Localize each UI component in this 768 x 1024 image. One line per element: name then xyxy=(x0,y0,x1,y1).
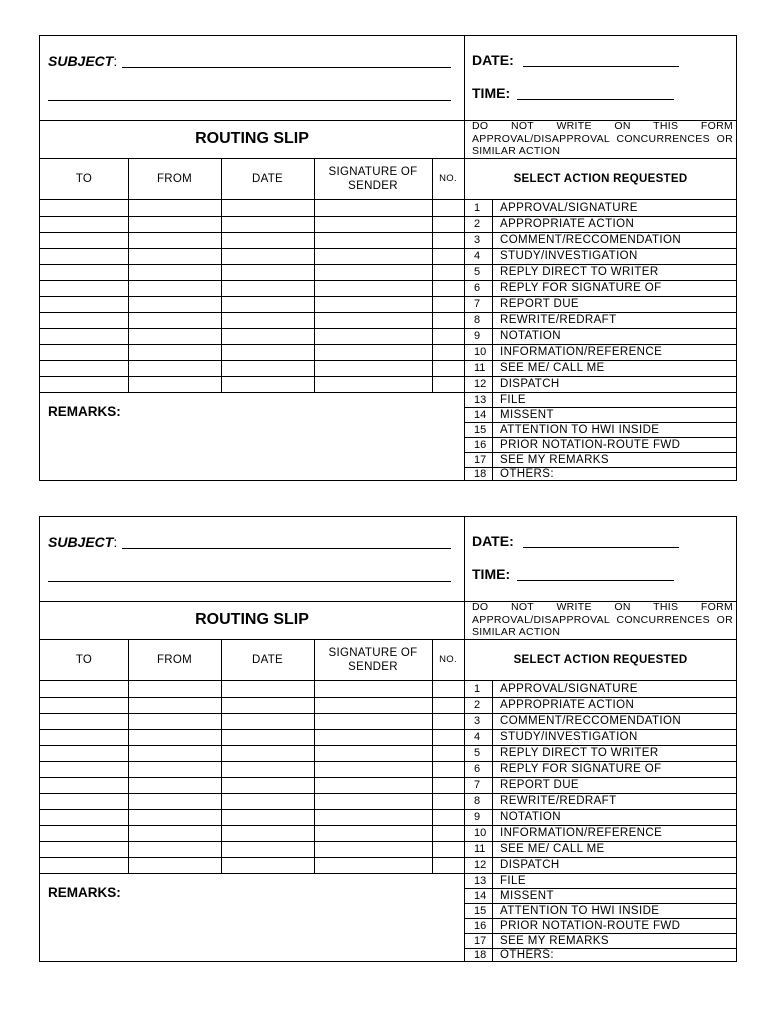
form-notice: DO NOT WRITE ON THIS FORM APPROVAL/DISAPPROVAL CONCURRENCES OR SIMILAR ACTION xyxy=(472,601,733,638)
time-label: TIME: xyxy=(472,85,511,101)
ledger-cell[interactable] xyxy=(222,201,314,216)
action-number: 7 xyxy=(474,779,481,791)
column-rule xyxy=(432,639,433,873)
column-header-action: SELECT ACTION REQUESTED xyxy=(513,172,688,185)
action-row-rule xyxy=(464,777,737,778)
action-item[interactable]: SEE ME/ CALL ME xyxy=(500,843,605,855)
action-number: 5 xyxy=(474,747,481,759)
action-number: 18 xyxy=(474,467,487,480)
ledger-cell[interactable] xyxy=(315,746,432,761)
ledger-cell[interactable] xyxy=(315,377,432,392)
ledger-cell[interactable] xyxy=(129,265,221,280)
ledger-row-rule xyxy=(40,392,464,393)
ledger-cell[interactable] xyxy=(222,794,314,809)
routing-slip-top xyxy=(39,35,737,481)
action-row-rule xyxy=(464,793,737,794)
ledger-cell[interactable] xyxy=(41,858,128,873)
action-row-rule xyxy=(464,232,737,233)
action-row-rule xyxy=(464,344,737,345)
ledger-cell[interactable] xyxy=(315,313,432,328)
header-divider xyxy=(464,36,465,480)
ledger-cell[interactable] xyxy=(222,810,314,825)
ledger-cell[interactable] xyxy=(41,201,128,216)
action-row-rule xyxy=(464,745,737,746)
action-item[interactable]: INFORMATION/REFERENCE xyxy=(500,827,663,839)
ledger-cell[interactable] xyxy=(129,842,221,857)
ledger-cell[interactable] xyxy=(315,329,432,344)
ledger-cell[interactable] xyxy=(41,698,128,713)
action-item[interactable]: PRIOR NOTATION-ROUTE FWD xyxy=(500,438,681,451)
action-row-rule xyxy=(464,857,737,858)
action-item[interactable]: DISPATCH xyxy=(500,859,560,871)
action-row-rule xyxy=(464,809,737,810)
ledger-cell[interactable] xyxy=(315,201,432,216)
action-number: 4 xyxy=(474,731,481,743)
action-item[interactable]: NOTATION xyxy=(500,811,561,823)
action-number-rule xyxy=(492,681,493,961)
action-number: 16 xyxy=(474,919,487,932)
action-row-rule xyxy=(464,360,737,361)
action-number: 17 xyxy=(474,453,487,466)
ledger-cell[interactable] xyxy=(129,762,221,777)
ledger-cell[interactable] xyxy=(315,217,432,232)
action-number: 8 xyxy=(474,314,481,326)
subject-field-line-2[interactable] xyxy=(48,581,451,582)
ledger-row-rule xyxy=(40,873,464,874)
routing-slip-bottom xyxy=(39,516,737,962)
ledger-cell[interactable] xyxy=(315,281,432,296)
action-number: 3 xyxy=(474,234,481,246)
action-row-rule xyxy=(464,376,737,377)
ledger-cell[interactable] xyxy=(41,217,128,232)
ledger-cell[interactable] xyxy=(41,762,128,777)
ledger-cell[interactable] xyxy=(222,698,314,713)
action-number: 11 xyxy=(474,843,486,855)
ledger-cell[interactable] xyxy=(222,858,314,873)
action-number: 15 xyxy=(474,904,487,917)
action-number: 1 xyxy=(474,202,481,214)
action-item[interactable]: PRIOR NOTATION-ROUTE FWD xyxy=(500,919,681,932)
column-header-to: TO xyxy=(75,172,93,185)
column-header-date: DATE xyxy=(251,172,284,185)
ledger-cell[interactable] xyxy=(41,826,128,841)
action-item[interactable]: OTHERS: xyxy=(500,948,554,961)
subject-colon: : xyxy=(113,53,118,69)
action-item[interactable]: FILE xyxy=(500,874,526,887)
ledger-cell[interactable] xyxy=(41,778,128,793)
ledger-cell[interactable] xyxy=(315,297,432,312)
action-item[interactable]: REPORT DUE xyxy=(500,298,579,310)
ledger-cell[interactable] xyxy=(129,698,221,713)
ledger-cell[interactable] xyxy=(129,730,221,745)
ledger-cell[interactable] xyxy=(129,794,221,809)
column-header-signature: SIGNATURE OF SENDER xyxy=(328,646,418,673)
action-row-rule xyxy=(464,328,737,329)
ledger-cell[interactable] xyxy=(222,730,314,745)
ledger-cell[interactable] xyxy=(315,842,432,857)
action-item[interactable]: OTHERS: xyxy=(500,467,554,480)
action-number: 11 xyxy=(474,362,486,374)
action-item[interactable]: DISPATCH xyxy=(500,378,560,390)
ledger-cell[interactable] xyxy=(315,682,432,697)
ledger-cell[interactable] xyxy=(41,297,128,312)
action-number: 16 xyxy=(474,438,487,451)
remarks-area[interactable] xyxy=(40,903,463,959)
ledger-cell[interactable] xyxy=(41,714,128,729)
action-number: 12 xyxy=(474,859,487,871)
ledger-cell[interactable] xyxy=(41,249,128,264)
action-item[interactable]: MISSENT xyxy=(500,889,554,902)
action-number: 6 xyxy=(474,763,481,775)
action-row-rule xyxy=(464,312,737,313)
remarks-label: REMARKS: xyxy=(48,404,121,419)
ledger-cell[interactable] xyxy=(222,217,314,232)
subject-text: SUBJECT xyxy=(48,53,114,69)
ledger-cell[interactable] xyxy=(41,265,128,280)
ledger-cell[interactable] xyxy=(315,810,432,825)
action-item[interactable]: APPROPRIATE ACTION xyxy=(500,699,635,711)
ledger-cell[interactable] xyxy=(41,329,128,344)
ledger-cell[interactable] xyxy=(222,778,314,793)
subject-field-line-2[interactable] xyxy=(48,100,451,101)
ledger-cell[interactable] xyxy=(41,794,128,809)
action-row-rule xyxy=(464,280,737,281)
action-number: 13 xyxy=(474,393,487,406)
ledger-cell[interactable] xyxy=(129,297,221,312)
action-item[interactable]: COMMENT/RECCOMENDATION xyxy=(500,715,682,727)
column-header-from: FROM xyxy=(156,653,193,666)
form-title: ROUTING SLIP xyxy=(195,130,309,147)
ledger-cell[interactable] xyxy=(315,762,432,777)
ledger-cell[interactable] xyxy=(41,682,128,697)
ledger-cell[interactable] xyxy=(41,361,128,376)
action-row-rule xyxy=(464,729,737,730)
action-number: 2 xyxy=(474,218,481,230)
ledger-cell[interactable] xyxy=(41,746,128,761)
action-row-rule xyxy=(464,841,737,842)
ledger-cell[interactable] xyxy=(129,682,221,697)
action-item[interactable]: STUDY/INVESTIGATION xyxy=(500,731,638,743)
ledger-cell[interactable] xyxy=(222,842,314,857)
ledger-cell[interactable] xyxy=(41,233,128,248)
action-item[interactable]: SEE MY REMARKS xyxy=(500,453,609,466)
ledger-cell[interactable] xyxy=(315,858,432,873)
action-number: 14 xyxy=(474,889,487,902)
action-number: 10 xyxy=(474,827,487,839)
form-notice: DO NOT WRITE ON THIS FORM APPROVAL/DISAPPROVAL CONCURRENCES OR SIMILAR ACTION xyxy=(472,120,733,157)
action-number: 13 xyxy=(474,874,487,887)
action-item[interactable]: NOTATION xyxy=(500,330,561,342)
action-item[interactable]: REPLY DIRECT TO WRITER xyxy=(500,266,659,278)
ledger-cell[interactable] xyxy=(41,730,128,745)
ledger-cell[interactable] xyxy=(315,714,432,729)
action-row-rule xyxy=(464,248,737,249)
ledger-cell[interactable] xyxy=(129,361,221,376)
action-item[interactable]: SEE MY REMARKS xyxy=(500,934,609,947)
action-item[interactable]: MISSENT xyxy=(500,408,554,421)
date-label: DATE: xyxy=(472,52,514,68)
ledger-cell[interactable] xyxy=(129,746,221,761)
column-header-signature: SIGNATURE OF SENDER xyxy=(328,165,418,192)
column-header-no: NO. xyxy=(439,653,457,665)
action-number: 15 xyxy=(474,423,487,436)
action-number: 5 xyxy=(474,266,481,278)
subject-label xyxy=(48,53,117,69)
action-number: 18 xyxy=(474,948,487,961)
action-item[interactable]: INFORMATION/REFERENCE xyxy=(500,346,663,358)
ledger-cell[interactable] xyxy=(129,201,221,216)
ledger-cell[interactable] xyxy=(41,313,128,328)
action-row-rule xyxy=(464,296,737,297)
ledger-cell[interactable] xyxy=(222,377,314,392)
ledger-cell[interactable] xyxy=(315,265,432,280)
form-title: ROUTING SLIP xyxy=(195,611,309,628)
action-item[interactable]: FILE xyxy=(500,393,526,406)
ledger-cell[interactable] xyxy=(222,281,314,296)
column-rule xyxy=(432,158,433,392)
column-header-action: SELECT ACTION REQUESTED xyxy=(513,653,688,666)
action-item[interactable]: ATTENTION TO HWI INSIDE xyxy=(500,904,660,917)
ledger-cell[interactable] xyxy=(129,233,221,248)
ledger-cell[interactable] xyxy=(129,810,221,825)
ledger-cell[interactable] xyxy=(41,842,128,857)
ledger-cell[interactable] xyxy=(222,682,314,697)
action-number: 9 xyxy=(474,330,481,342)
ledger-cell[interactable] xyxy=(315,778,432,793)
column-header-from: FROM xyxy=(156,172,193,185)
ledger-cell[interactable] xyxy=(41,345,128,360)
action-row-rule xyxy=(464,697,737,698)
ledger-cell[interactable] xyxy=(41,377,128,392)
ledger-cell[interactable] xyxy=(129,778,221,793)
action-item[interactable]: REWRITE/REDRAFT xyxy=(500,795,617,807)
subject-field[interactable] xyxy=(122,67,451,68)
ledger-cell[interactable] xyxy=(129,714,221,729)
ledger-cell[interactable] xyxy=(129,313,221,328)
action-item[interactable]: REPORT DUE xyxy=(500,779,579,791)
ledger-cell[interactable] xyxy=(315,249,432,264)
action-number: 14 xyxy=(474,408,487,421)
remarks-area[interactable] xyxy=(40,422,463,478)
ledger-cell[interactable] xyxy=(315,361,432,376)
ledger-cell[interactable] xyxy=(41,281,128,296)
ledger-cell[interactable] xyxy=(129,281,221,296)
action-number: 17 xyxy=(474,934,487,947)
ledger-cell[interactable] xyxy=(222,313,314,328)
ledger-cell[interactable] xyxy=(222,714,314,729)
date-field[interactable] xyxy=(523,66,679,67)
ledger-cell[interactable] xyxy=(129,377,221,392)
ledger-cell[interactable] xyxy=(222,233,314,248)
column-header-no: NO. xyxy=(439,172,457,184)
date-label: DATE: xyxy=(472,533,514,549)
ledger-cell[interactable] xyxy=(129,217,221,232)
ledger-cell[interactable] xyxy=(315,826,432,841)
action-row-rule xyxy=(464,761,737,762)
time-field[interactable] xyxy=(517,99,674,100)
ledger-cell[interactable] xyxy=(315,730,432,745)
action-number: 4 xyxy=(474,250,481,262)
ledger-cell[interactable] xyxy=(222,826,314,841)
action-number: 8 xyxy=(474,795,481,807)
time-label: TIME: xyxy=(472,566,511,582)
ledger-cell[interactable] xyxy=(129,826,221,841)
header-divider xyxy=(464,517,465,961)
ledger-cell[interactable] xyxy=(222,746,314,761)
ledger-cell[interactable] xyxy=(41,810,128,825)
action-row-rule xyxy=(464,216,737,217)
action-item[interactable]: APPROVAL/SIGNATURE xyxy=(500,683,638,695)
action-number: 12 xyxy=(474,378,487,390)
body-rule xyxy=(40,199,737,200)
ledger-cell[interactable] xyxy=(222,265,314,280)
column-header-date: DATE xyxy=(251,653,284,666)
column-header-to: TO xyxy=(75,653,93,666)
action-number-rule xyxy=(492,200,493,480)
ledger-cell[interactable] xyxy=(222,345,314,360)
ledger-cell[interactable] xyxy=(315,794,432,809)
action-item[interactable]: REPLY FOR SIGNATURE OF xyxy=(500,763,662,775)
action-number: 7 xyxy=(474,298,481,310)
date-field[interactable] xyxy=(523,547,679,548)
subject-colon: : xyxy=(113,534,118,550)
action-item[interactable]: APPROPRIATE ACTION xyxy=(500,218,635,230)
ledger-cell[interactable] xyxy=(129,858,221,873)
action-number: 2 xyxy=(474,699,481,711)
ledger-cell[interactable] xyxy=(222,297,314,312)
body-rule xyxy=(40,680,737,681)
action-number: 9 xyxy=(474,811,481,823)
ledger-cell[interactable] xyxy=(129,345,221,360)
action-item[interactable]: REPLY FOR SIGNATURE OF xyxy=(500,282,662,294)
ledger-cell[interactable] xyxy=(222,249,314,264)
action-number: 3 xyxy=(474,715,481,727)
action-item[interactable]: COMMENT/RECCOMENDATION xyxy=(500,234,682,246)
ledger-cell[interactable] xyxy=(315,233,432,248)
action-item[interactable]: REWRITE/REDRAFT xyxy=(500,314,617,326)
action-row-rule xyxy=(464,825,737,826)
subject-field[interactable] xyxy=(122,548,451,549)
ledger-cell[interactable] xyxy=(222,762,314,777)
action-item[interactable]: ATTENTION TO HWI INSIDE xyxy=(500,423,660,436)
action-item[interactable]: STUDY/INVESTIGATION xyxy=(500,250,638,262)
subject-text: SUBJECT xyxy=(48,534,114,550)
ledger-cell[interactable] xyxy=(315,345,432,360)
action-item[interactable]: APPROVAL/SIGNATURE xyxy=(500,202,638,214)
action-item[interactable]: SEE ME/ CALL ME xyxy=(500,362,605,374)
subject-label xyxy=(48,534,117,550)
time-field[interactable] xyxy=(517,580,674,581)
remarks-label: REMARKS: xyxy=(48,885,121,900)
action-row-rule xyxy=(464,713,737,714)
action-number: 6 xyxy=(474,282,481,294)
action-number: 1 xyxy=(474,683,481,695)
action-item[interactable]: REPLY DIRECT TO WRITER xyxy=(500,747,659,759)
ledger-cell[interactable] xyxy=(129,249,221,264)
action-number: 10 xyxy=(474,346,487,358)
ledger-cell[interactable] xyxy=(222,329,314,344)
ledger-cell[interactable] xyxy=(315,698,432,713)
ledger-cell[interactable] xyxy=(222,361,314,376)
ledger-cell[interactable] xyxy=(129,329,221,344)
action-row-rule xyxy=(464,264,737,265)
